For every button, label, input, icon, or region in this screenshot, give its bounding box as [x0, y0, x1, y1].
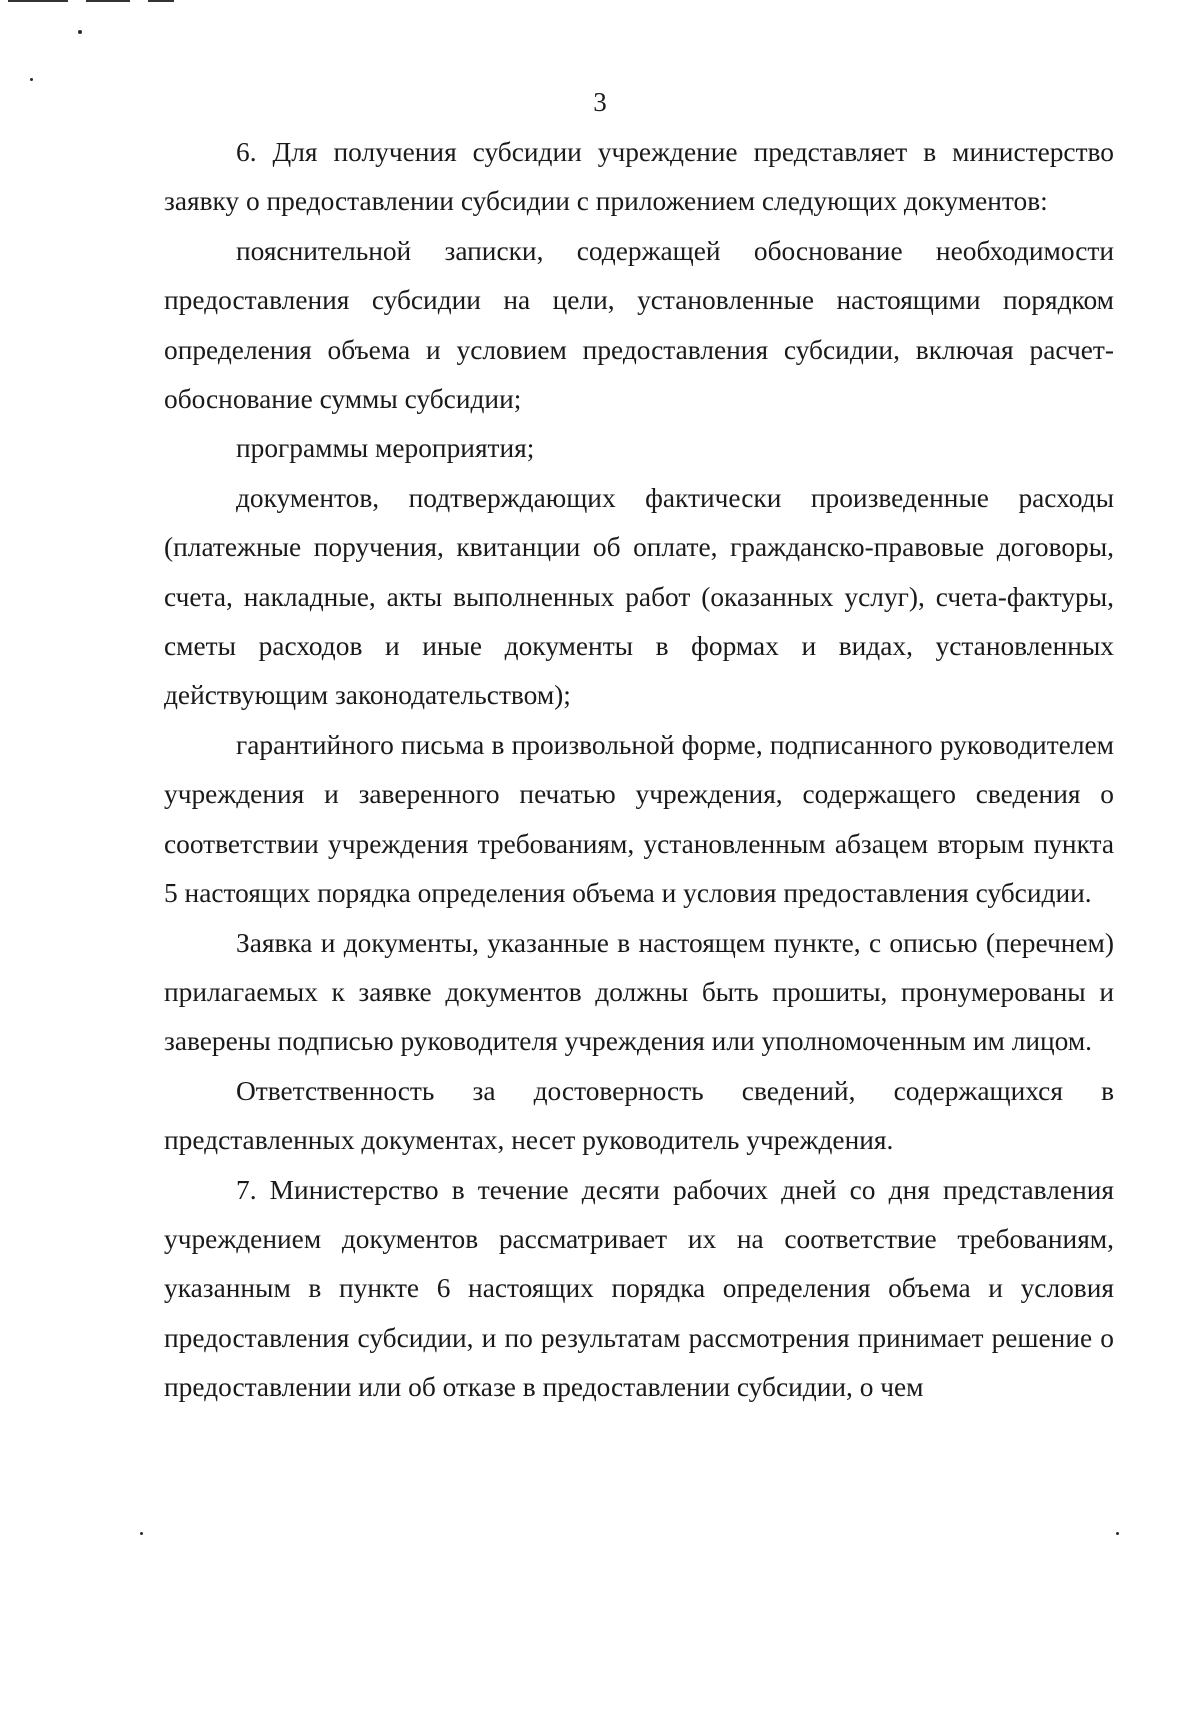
scan-artifact-dot	[78, 30, 82, 34]
scan-artifact-dot	[140, 1532, 143, 1535]
paragraph-item-7: 7. Министерство в течение десяти рабочих дней со дня представления учреждением документов рассматривает их на соответствие требованиям, указанным в пункте 6 настоящих порядка определения объема и условия предоставления субсидии, и по результатам рассмотрения принимает решение о предоставлении или об отказе в предоставлении субсидии, о чем	[164, 1174, 1114, 1403]
scan-artifact-dot	[30, 78, 33, 81]
scan-artifact-line	[8, 0, 68, 2]
paragraph-responsibility: Ответственность за достоверность сведений, содержащихся в представленных документах, несет руководитель учреждения.	[164, 1075, 1114, 1156]
scan-artifact-line	[86, 0, 130, 2]
paragraph-explanatory-note: пояснительной записки, содержащей обоснование необходимости предоставления субсидии на цели, установленные настоящими порядком определения объема и условием предоставления субсидии, включая расчет-обоснование суммы субсидии;	[164, 235, 1114, 415]
paragraph-application-binding: Заявка и документы, указанные в настоящем пункте, с описью (перечнем) прилагаемых к заявке документов должны быть прошиты, пронумерованы и заверены подписью руководителя учреждения или уполномоченным им лицом.	[164, 927, 1114, 1057]
document-body	[164, 128, 1114, 1413]
paragraph-event-program: программы мероприятия;	[236, 433, 535, 464]
scan-artifact-line	[148, 0, 174, 2]
paragraph-expense-documents: документов, подтверждающих фактически произведенные расходы (платежные поручения, квитанции об оплате, гражданско-правовые договоры, счета, накладные, акты выполненных работ (оказанных услуг), счета-фактуры, сметы расходов и иные документы в формах и видах, установленных действующим законодательством);	[164, 482, 1114, 711]
page-number: 3	[593, 87, 607, 117]
paragraph-item-6-intro: 6. Для получения субсидии учреждение представляет в министерство заявку о предоставлении субсидии с приложением следующих документов:	[164, 137, 1114, 217]
paragraph-guarantee-letter: гарантийного письма в произвольной форме, подписанного руководителем учреждения и заверенного печатью учреждения, содержащего сведения о соответствии учреждения требованиям, установленным абзацем вторым пункта 5 настоящих порядка определения объема и условия предоставления субсидии.	[164, 729, 1114, 909]
scan-artifact-dot	[1116, 1532, 1119, 1535]
